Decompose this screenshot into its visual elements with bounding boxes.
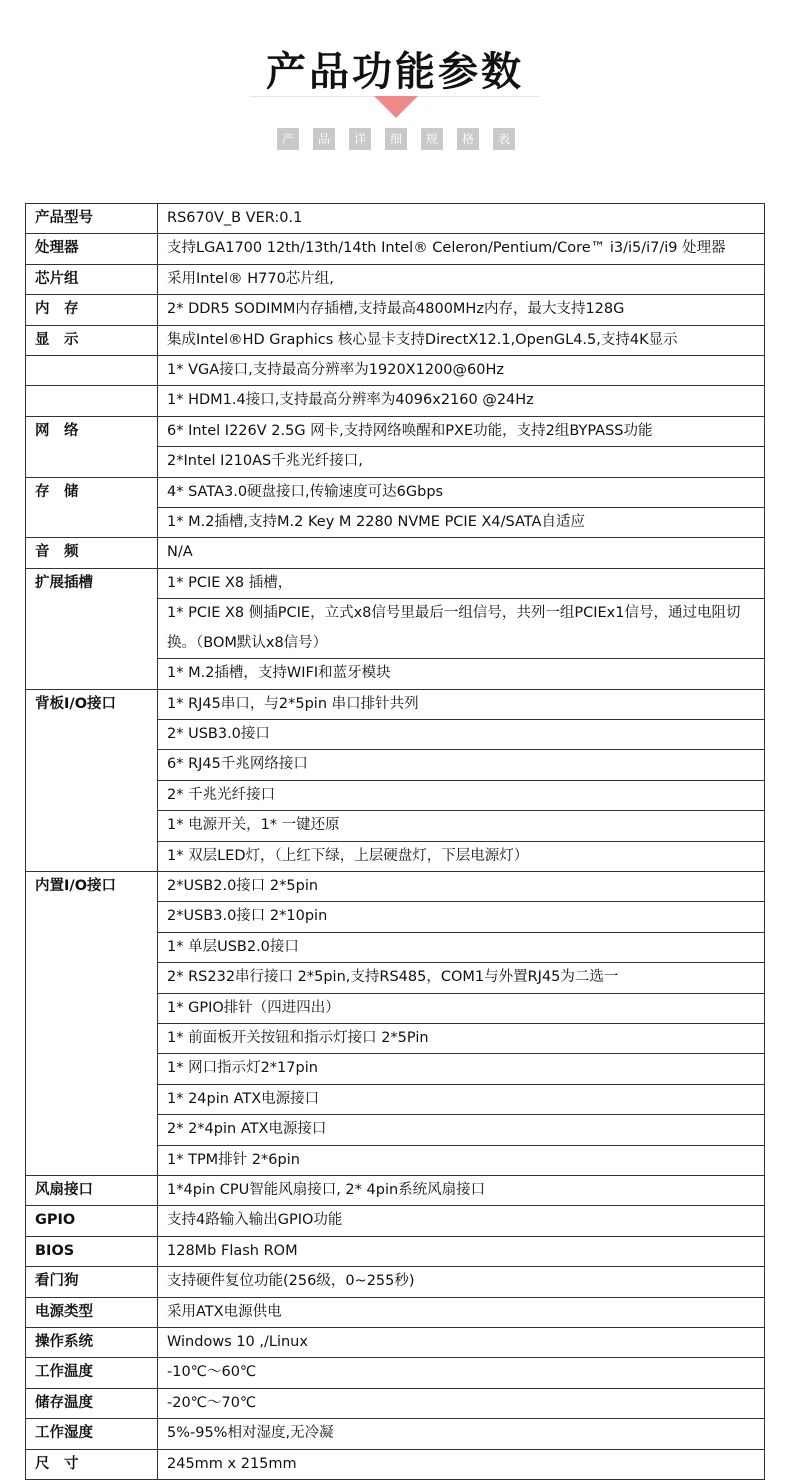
spec-value: 2* USB3.0接口 — [158, 719, 765, 749]
spec-value: N/A — [158, 538, 765, 568]
spec-label: BIOS — [26, 1236, 158, 1266]
spec-label: 看门狗 — [26, 1267, 158, 1297]
spec-label: 芯片组 — [26, 264, 158, 294]
spec-value: 2* DDR5 SODIMM内存插槽,支持最高4800MHz内存，最大支持128G — [158, 295, 765, 325]
spec-value: 2*USB2.0接口 2*5pin — [158, 871, 765, 901]
table-row — [26, 356, 765, 386]
spec-value: 1* 24pin ATX电源接口 — [158, 1084, 765, 1114]
spec-label: 内 存 — [26, 295, 158, 325]
spec-value: 2* 千兆光纤接口 — [158, 780, 765, 810]
spec-value: 2*USB3.0接口 2*10pin — [158, 902, 765, 932]
spec-value: 1* 网口指示灯2*17pin — [158, 1054, 765, 1084]
spec-label: 处理器 — [26, 234, 158, 264]
spec-value: 1* 前面板开关按钮和指示灯接口 2*5Pin — [158, 1023, 765, 1053]
spec-value: 2*Intel I210AS千兆光纤接口, — [158, 447, 765, 477]
spec-label: 网 络 — [26, 416, 158, 477]
spec-value: Windows 10 ,/Linux — [158, 1328, 765, 1358]
subtitle-char: 详 — [349, 128, 371, 150]
spec-value: 1* GPIO排针（四进四出） — [158, 993, 765, 1023]
spec-value: 集成Intel®HD Graphics 核心显卡支持DirectX12.1,OpenGL4.5,支持4K显示 — [158, 325, 765, 355]
spec-label: 储存温度 — [26, 1388, 158, 1418]
spec-value: 6* RJ45千兆网络接口 — [158, 750, 765, 780]
spec-label: GPIO — [26, 1206, 158, 1236]
spec-label — [26, 356, 158, 386]
spec-label: 工作湿度 — [26, 1419, 158, 1449]
spec-label: 风扇接口 — [26, 1176, 158, 1206]
table-row — [26, 689, 765, 719]
table-row — [26, 1449, 765, 1479]
table-row — [26, 234, 765, 264]
table-row — [26, 1297, 765, 1327]
spec-value: 1* PCIE X8 侧插PCIE，立式x8信号里最后一组信号，共列一组PCIEx1信号，通过电阻切换。（BOM默认x8信号） — [158, 599, 765, 659]
table-row — [26, 1267, 765, 1297]
subtitle-char: 品 — [313, 128, 335, 150]
spec-value: -20℃～70℃ — [158, 1388, 765, 1418]
table-row — [26, 416, 765, 446]
spec-table — [25, 203, 765, 1480]
spec-label: 尺 寸 — [26, 1449, 158, 1479]
spec-value: 1* TPM排针 2*6pin — [158, 1145, 765, 1175]
spec-value: 128Mb Flash ROM — [158, 1236, 765, 1266]
table-row — [26, 1419, 765, 1449]
spec-value: 1* VGA接口,支持最高分辨率为1920X1200@60Hz — [158, 356, 765, 386]
spec-value: 1* 电源开关，1* 一键还原 — [158, 811, 765, 841]
spec-value: -10℃～60℃ — [158, 1358, 765, 1388]
page-title: 产品功能参数 — [266, 49, 524, 95]
spec-label: 存 储 — [26, 477, 158, 538]
subtitle-char: 格 — [457, 128, 479, 150]
spec-value: 1* M.2插槽，支持WIFI和蓝牙模块 — [158, 659, 765, 689]
spec-value: 5%-95%相对湿度,无冷凝 — [158, 1419, 765, 1449]
spec-value: RS670V_B VER:0.1 — [158, 204, 765, 234]
table-row — [26, 264, 765, 294]
spec-value: 1* HDM1.4接口,支持最高分辨率为4096x2160 @24Hz — [158, 386, 765, 416]
spec-label: 工作温度 — [26, 1358, 158, 1388]
table-row — [26, 1206, 765, 1236]
table-row — [26, 204, 765, 234]
subtitle-char: 表 — [493, 128, 515, 150]
table-row — [26, 386, 765, 416]
subtitle-char: 规 — [421, 128, 443, 150]
subtitle-tiles — [277, 128, 515, 150]
subtitle-char: 产 — [277, 128, 299, 150]
spec-label: 操作系统 — [26, 1328, 158, 1358]
spec-value: 6* Intel I226V 2.5G 网卡,支持网络唤醒和PXE功能，支持2组BYPASS功能 — [158, 416, 765, 446]
spec-label: 显 示 — [26, 325, 158, 355]
spec-value: 1* 双层LED灯，（上红下绿，上层硬盘灯，下层电源灯） — [158, 841, 765, 871]
table-row — [26, 477, 765, 507]
spec-value: 1* M.2插槽,支持M.2 Key M 2280 NVME PCIE X4/SATA自适应 — [158, 508, 765, 538]
table-row — [26, 538, 765, 568]
spec-label: 扩展插槽 — [26, 568, 158, 689]
spec-label: 背板I/O接口 — [26, 689, 158, 871]
spec-value: 支持硬件复位功能(256级，0~255秒) — [158, 1267, 765, 1297]
spec-value: 245mm x 215mm — [158, 1449, 765, 1479]
spec-value: 1* 单层USB2.0接口 — [158, 932, 765, 962]
spec-value: 1* RJ45串口，与2*5pin 串口排针共列 — [158, 689, 765, 719]
spec-label: 内置I/O接口 — [26, 871, 158, 1175]
spec-value: 1* PCIE X8 插槽， — [158, 568, 765, 598]
table-row — [26, 1236, 765, 1266]
table-row — [26, 295, 765, 325]
spec-value: 4* SATA3.0硬盘接口,传输速度可达6Gbps — [158, 477, 765, 507]
table-row — [26, 1388, 765, 1418]
spec-label: 音 频 — [26, 538, 158, 568]
spec-value: 支持4路输入输出GPIO功能 — [158, 1206, 765, 1236]
spec-value: 支持LGA1700 12th/13th/14th Intel® Celeron/Pentium/Core™ i3/i5/i7/i9 处理器 — [158, 234, 765, 264]
table-row — [26, 568, 765, 598]
spec-label: 电源类型 — [26, 1297, 158, 1327]
table-row — [26, 1176, 765, 1206]
spec-label — [26, 386, 158, 416]
spec-value: 2* RS232串行接口 2*5pin,支持RS485，COM1与外置RJ45为二选一 — [158, 963, 765, 993]
spec-label: 产品型号 — [26, 204, 158, 234]
table-row — [26, 1358, 765, 1388]
subtitle-char: 细 — [385, 128, 407, 150]
down-arrow-icon — [374, 96, 418, 118]
spec-value: 2* 2*4pin ATX电源接口 — [158, 1115, 765, 1145]
spec-value: 采用Intel® H770芯片组, — [158, 264, 765, 294]
table-row — [26, 871, 765, 901]
spec-value: 1*4pin CPU智能风扇接口, 2* 4pin系统风扇接口 — [158, 1176, 765, 1206]
spec-value: 采用ATX电源供电 — [158, 1297, 765, 1327]
page-header — [0, 0, 790, 190]
table-row — [26, 1328, 765, 1358]
table-row — [26, 325, 765, 355]
